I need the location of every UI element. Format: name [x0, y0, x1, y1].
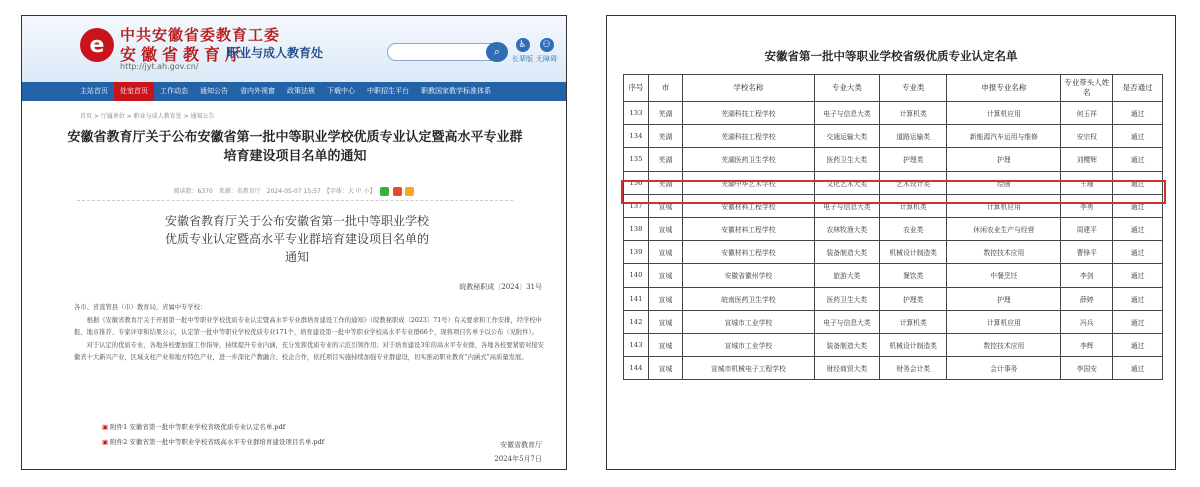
org-main-name: 安徽省教育厅	[120, 45, 247, 64]
table-cell: 通过	[1113, 125, 1163, 148]
table-cell: 芜湖医药卫生学校	[683, 148, 815, 171]
certification-table	[623, 74, 1163, 380]
table-row	[624, 264, 1163, 287]
accessibility-button[interactable]	[536, 38, 557, 64]
nav-item-policies[interactable]: 政策法规	[287, 87, 315, 95]
table-row	[624, 194, 1163, 217]
body-salutation: 各市、省直管县（市）教育局，省属中专学校：	[74, 304, 207, 311]
left-webpage-panel	[21, 15, 567, 470]
table-cell: 电子与信息大类	[814, 194, 879, 217]
body-paragraph: 对于认定的优质专业，各地各校要加强工作指导，持续提升专业内涵，充分发挥优质专业的示范引领作用；对于培育建设3年的高水平专业群，各地各校要紧密对接安徽省十大新兴产业，区域支柱产业和地方特色产业，进一步深化产教融合、校企合作，依托项目实施持续加强专业群建设，切实推动职业教育“内涵式”高质量发展。	[74, 341, 544, 361]
table-row	[624, 287, 1163, 310]
meta-text: 阅读数：6370 来源：省教育厅 2024-05-07 15:57 【字体：大 中 小】	[173, 188, 376, 195]
attachment-label: 附件2 安徽省第一批中等职业学校省级高水平专业群培育建设项目名单.pdf	[110, 438, 325, 446]
nav-item-news[interactable]: 工作动态	[160, 87, 188, 95]
attachment-link-2[interactable]	[102, 437, 324, 446]
table-cell: 芜湖科技工程学校	[683, 125, 815, 148]
table-cell: 机械设计制造类	[880, 241, 947, 264]
table-cell: 安徽材料工程学校	[683, 194, 815, 217]
table-cell: 宣城	[648, 287, 682, 310]
table-cell: 通过	[1113, 287, 1163, 310]
col-header-leader: 专业带头人姓名	[1061, 75, 1113, 102]
accessibility-icon: ⚇	[540, 38, 554, 52]
table-cell: 芜湖	[648, 125, 682, 148]
table-cell: 通过	[1113, 102, 1163, 125]
table-cell: 交通运输大类	[814, 125, 879, 148]
table-row	[624, 241, 1163, 264]
table-cell: 装备制造大类	[814, 333, 879, 356]
table-row	[624, 310, 1163, 333]
site-url: http://jyt.ah.gov.cn/	[120, 62, 199, 71]
table-cell: 绘画	[947, 171, 1061, 194]
col-header-index: 序号	[624, 75, 649, 102]
wechat-share-icon[interactable]	[380, 187, 389, 196]
col-header-major-category: 专业大类	[814, 75, 879, 102]
table-cell: 护理	[947, 287, 1061, 310]
document-title: 安徽省教育厅关于公布安徽省第一批中等职业学校优质专业认定暨高水平专业群培育建设项目名单的通知	[164, 214, 429, 264]
nav-item-windows[interactable]: 省内外视窗	[240, 87, 275, 95]
table-cell: 宣城	[648, 264, 682, 287]
table-cell: 薛婷	[1061, 287, 1113, 310]
table-cell: 机械设计制造类	[880, 333, 947, 356]
table-cell: 宣城	[648, 310, 682, 333]
main-nav	[22, 82, 566, 101]
table-cell: 宣城市工业学校	[683, 333, 815, 356]
nav-item-dept-home[interactable]: 处室首页	[114, 82, 154, 101]
search-icon[interactable]: ⌕	[486, 42, 508, 62]
site-logo-icon[interactable]: e	[80, 28, 114, 62]
body-paragraph: 根据《安徽省教育厅关于开展第一批中等职业学校优质专业认定暨高水平专业群培育建设工作的通知》（皖教秘职成〔2023〕71号）有关要求和工作安排，经学校申报、地市推荐、专家评审和结果公示，认定第一批中等职业学校优质专业171个，培育建设第一批中等职业学校高水平专业群66个，现将项目名单予以公布（见附件）。	[74, 316, 542, 336]
table-cell: 数控技术应用	[947, 333, 1061, 356]
table-cell: 中餐烹饪	[947, 264, 1061, 287]
table-cell: 电子与信息大类	[814, 102, 879, 125]
attachment-label: 附件1 安徽省第一批中等职业学校省级优质专业认定名单.pdf	[110, 423, 286, 431]
right-table-panel	[606, 15, 1176, 470]
table-cell: 电子与信息大类	[814, 310, 879, 333]
table-cell: 计算机应用	[947, 310, 1061, 333]
table-cell: 通过	[1113, 310, 1163, 333]
table-cell: 芜湖中华艺术学校	[683, 171, 815, 194]
table-cell: 计算机类	[880, 102, 947, 125]
table-cell: 艺术设计类	[880, 171, 947, 194]
divider	[77, 200, 513, 201]
nav-item-downloads[interactable]: 下载中心	[327, 87, 355, 95]
table-cell: 装备制造大类	[814, 241, 879, 264]
col-header-city: 市	[648, 75, 682, 102]
table-cell: 通过	[1113, 171, 1163, 194]
table-row	[624, 148, 1163, 171]
table-cell: 芜湖科技工程学校	[683, 102, 815, 125]
page-title: 安徽省教育厅关于公布安徽省第一批中等职业学校优质专业认定暨高水平专业群培育建设项目名单的通知	[67, 130, 523, 164]
table-row	[624, 125, 1163, 148]
table-cell: 休闲农业生产与经营	[947, 217, 1061, 240]
table-row	[624, 333, 1163, 356]
table-cell: 财务会计类	[880, 357, 947, 380]
table-cell: 新能源汽车运用与维修	[947, 125, 1061, 148]
breadcrumb[interactable]: 首页 > 厅属单位 > 职业与成人教育处 > 通知公告	[80, 113, 215, 120]
table-cell: 旅游大类	[814, 264, 879, 287]
table-cell: 宣城	[648, 217, 682, 240]
table-body	[624, 102, 1163, 380]
attachment-link-1[interactable]	[102, 422, 285, 431]
qzone-share-icon[interactable]	[405, 187, 414, 196]
table-cell: 通过	[1113, 264, 1163, 287]
table-cell: 曹锋平	[1061, 241, 1113, 264]
site-header	[22, 16, 566, 82]
table-cell: 芜湖	[648, 148, 682, 171]
nav-item-standards[interactable]: 职教国家教学标准体系	[421, 87, 491, 95]
table-cell: 宣城	[648, 241, 682, 264]
table-cell: 护理类	[880, 148, 947, 171]
table-cell: 餐饮类	[880, 264, 947, 287]
search-input[interactable]	[387, 43, 507, 61]
table-row	[624, 171, 1163, 194]
document-number: 皖教秘职成〔2024〕31号	[459, 283, 542, 291]
table-header-row	[624, 75, 1163, 102]
table-cell: 134	[624, 125, 649, 148]
col-header-major-name: 申报专业名称	[947, 75, 1061, 102]
col-header-major-class: 专业类	[880, 75, 947, 102]
table-cell: 冯兵	[1061, 310, 1113, 333]
nav-item-notices[interactable]: 通知公告	[200, 87, 228, 95]
nav-item-home[interactable]: 主站首页	[80, 87, 108, 95]
table-cell: 宣城市工业学校	[683, 310, 815, 333]
table-cell: 计算机类	[880, 194, 947, 217]
table-cell: 农林牧渔大类	[814, 217, 879, 240]
table-cell: 芜湖	[648, 171, 682, 194]
table-cell: 护理	[947, 148, 1061, 171]
table-cell: 农业类	[880, 217, 947, 240]
table-cell: 李国安	[1061, 357, 1113, 380]
table-cell: 安徽省徽州学校	[683, 264, 815, 287]
table-title: 安徽省第一批中等职业学校省级优质专业认定名单	[764, 49, 1018, 63]
table-cell: 何玉祥	[1061, 102, 1113, 125]
table-cell: 140	[624, 264, 649, 287]
table-cell: 李辉	[1061, 333, 1113, 356]
table-cell: 137	[624, 194, 649, 217]
table-cell: 通过	[1113, 148, 1163, 171]
table-cell: 142	[624, 310, 649, 333]
table-cell: 138	[624, 217, 649, 240]
table-row	[624, 217, 1163, 240]
table-cell: 护理类	[880, 287, 947, 310]
table-cell: 会计事务	[947, 357, 1061, 380]
org-top-name: 中共安徽省委教育工委	[120, 26, 281, 44]
table-cell: 通过	[1113, 333, 1163, 356]
table-cell: 周建平	[1061, 217, 1113, 240]
elder-mode-label: 长辈版	[512, 55, 533, 63]
table-cell: 计算机应用	[947, 194, 1061, 217]
table-cell: 通过	[1113, 194, 1163, 217]
table-cell: 宣城	[648, 333, 682, 356]
table-cell: 医药卫生大类	[814, 148, 879, 171]
article-meta	[22, 186, 566, 196]
signature-date: 2024年5月7日	[494, 455, 542, 463]
pdf-icon: ▣	[102, 438, 109, 446]
table-cell: 王瑾	[1061, 171, 1113, 194]
table-cell: 宣城市机械电子工程学校	[683, 357, 815, 380]
elder-mode-icon: ♿	[516, 38, 530, 52]
table-cell: 133	[624, 102, 649, 125]
table-cell: 宣城	[648, 357, 682, 380]
col-header-school: 学校名称	[683, 75, 815, 102]
table-cell: 143	[624, 333, 649, 356]
table-cell: 文化艺术大类	[814, 171, 879, 194]
table-cell: 数控技术应用	[947, 241, 1061, 264]
table-cell: 139	[624, 241, 649, 264]
nav-item-enrollment[interactable]: 中职招生平台	[367, 87, 409, 95]
table-cell: 通过	[1113, 357, 1163, 380]
weibo-share-icon[interactable]	[393, 187, 402, 196]
table-cell: 计算机应用	[947, 102, 1061, 125]
table-cell: 通过	[1113, 241, 1163, 264]
table-cell: 皖南医药卫生学校	[683, 287, 815, 310]
table-cell: 李剑	[1061, 264, 1113, 287]
table-cell: 计算机类	[880, 310, 947, 333]
table-cell: 道路运输类	[880, 125, 947, 148]
elder-mode-button[interactable]	[512, 38, 533, 64]
col-header-passed: 是否通过	[1113, 75, 1163, 102]
table-cell: 安徽材料工程学校	[683, 241, 815, 264]
table-cell: 芜湖	[648, 102, 682, 125]
table-cell: 144	[624, 357, 649, 380]
table-cell: 安宗权	[1061, 125, 1113, 148]
table-cell: 财经商贸大类	[814, 357, 879, 380]
org-sub-name: 职业与成人教育处	[227, 46, 324, 60]
pdf-icon: ▣	[102, 423, 109, 431]
table-cell: 李勇	[1061, 194, 1113, 217]
table-row	[624, 102, 1163, 125]
table-cell: 安徽材料工程学校	[683, 217, 815, 240]
table-cell: 136	[624, 171, 649, 194]
document-body	[74, 302, 544, 365]
table-cell: 通过	[1113, 217, 1163, 240]
accessibility-label: 无障碍	[536, 55, 557, 63]
table-cell: 医药卫生大类	[814, 287, 879, 310]
table-cell: 141	[624, 287, 649, 310]
table-cell: 宣城	[648, 194, 682, 217]
table-cell: 135	[624, 148, 649, 171]
signature: 安徽省教育厅	[500, 441, 542, 449]
table-cell: 刘樱辉	[1061, 148, 1113, 171]
table-row	[624, 357, 1163, 380]
